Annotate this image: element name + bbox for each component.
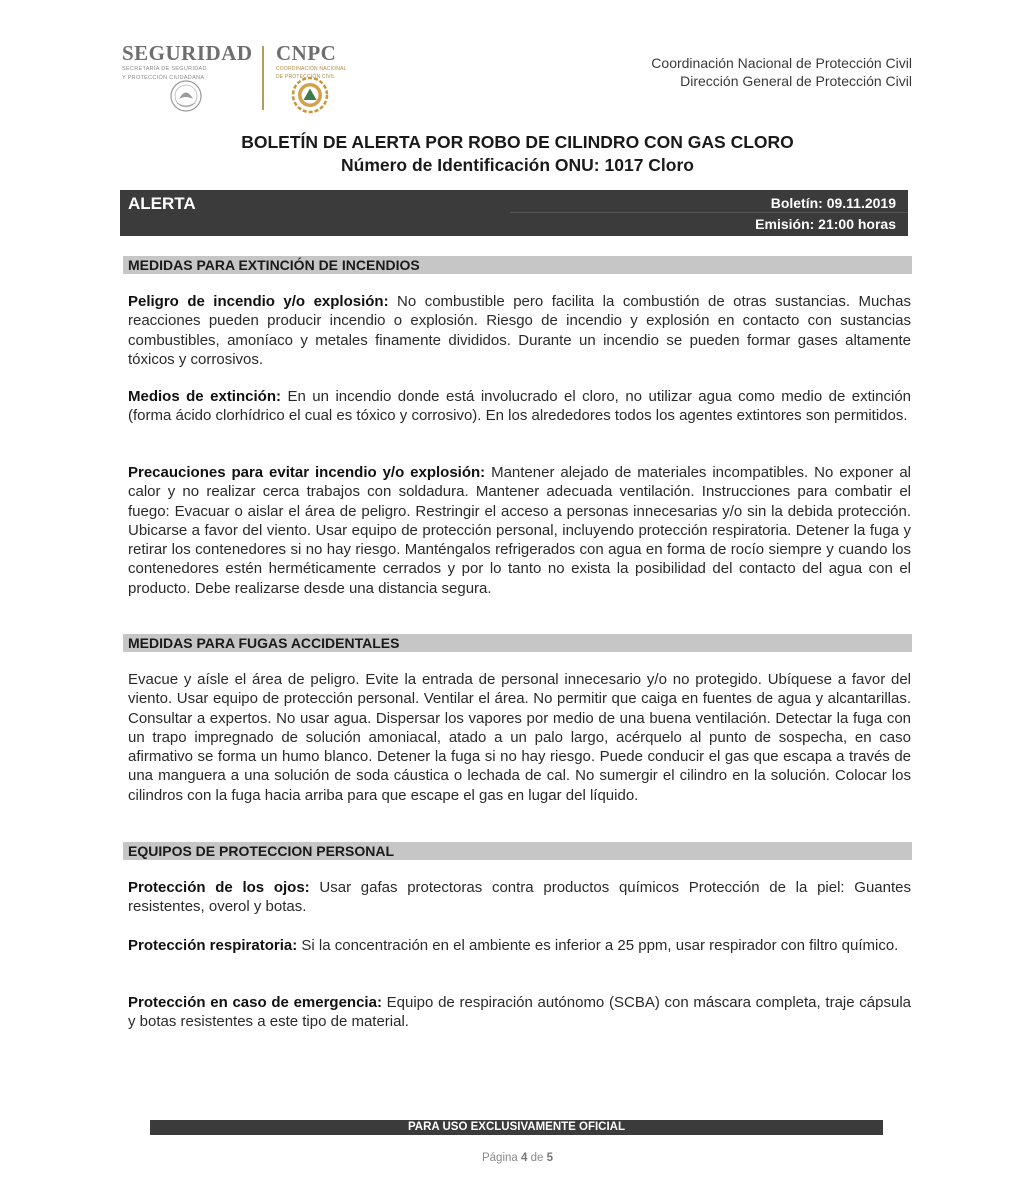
paragraph-text: Evacue y aísle el área de peligro. Evite la entrada de personal innecesario y/o no protegido. Ubíquese a favor del viento. Usar equipo de protección personal. Ventilar el área. No permitir que caiga en fuentes de agua y alcantarillas. Consultar a expertos. No usar agua. Dispersar los vapores por medio de una buena ventilación. Detectar la fuga con un trapo impregnado de solución amoniacal, atado a un palo largo, acérquelo al punto de sospecha, en caso afirmativo se forma un humo blanco. Detener la fuga si no hay riesgo. Puede conducir el gas que escapa a través de una manguera a una solución de soda cáustica o lechada de cal. No sumergir el cilindro en la solución. Colocar los cilindros con la fuga hacia arriba para que escape el gas en lugar del líquido. — [128, 671, 911, 804]
paragraph-text: En un incendio donde está involucrado el cloro, no utilizar agua como medio de extinción (forma ácido clorhídrico el cual es tóxico y corrosivo). En los alrededores todos los agentes extintores son permitidos. — [128, 388, 912, 425]
paragraph-eye-protection — [128, 878, 911, 917]
paragraph-leaks — [128, 670, 911, 805]
paragraph-label: Medios de extinción: — [128, 388, 281, 405]
page-total: 5 — [546, 1152, 553, 1164]
national-seal-icon — [166, 78, 206, 114]
paragraph-text: Si la concentración en el ambiente es inferior a 25 ppm, usar respirador con filtro químico. — [297, 937, 899, 954]
cnpc-wordmark: CNPC — [276, 41, 337, 65]
org-line-1: Coordinación Nacional de Protección Civil — [651, 55, 912, 71]
alert-label: ALERTA — [128, 194, 196, 213]
paragraph-text: No combustible pero facilita la combustión de otras sustancias. Muchas reacciones pueden producir incendio o explosión. Riesgo de incendio y explosión en contacto con sustancias combustibles, amoníaco y metales finamente divididos. Durante un incendio se pueden formar gases altamente tóxicos y corrosivos. — [128, 293, 911, 368]
section-heading-leaks: MEDIDAS PARA FUGAS ACCIDENTALES — [123, 634, 912, 652]
cnpc-logo — [276, 42, 362, 80]
seguridad-subtitle-1: SECRETARÍA DE SEGURIDAD — [122, 66, 207, 72]
title-line-1: BOLETÍN DE ALERTA POR ROBO DE CILINDRO CON GAS CLORO — [241, 132, 794, 152]
seguridad-logo — [122, 42, 258, 82]
paragraph-text: Equipo de respiración autónomo (SCBA) con máscara completa, traje cápsula y botas resistentes a este tipo de material. — [128, 994, 912, 1031]
section-heading-fire: MEDIDAS PARA EXTINCIÓN DE INCENDIOS — [123, 256, 912, 274]
title-line-2: Número de Identificación ONU: 1017 Cloro — [341, 155, 694, 175]
emission-time: Emisión: 21:00 horas — [755, 216, 896, 232]
alert-bar — [120, 190, 908, 236]
cnpc-subtitle-1: COORDINACIÓN NACIONAL — [276, 66, 347, 72]
logo-divider — [262, 46, 264, 110]
paragraph-text: Mantener alejado de materiales incompatibles. No exponer al calor y no realizar cerca trabajos con soldadura. Mantener adecuada ventilación. Instrucciones para combatir el fuego: Evacuar o aislar el área de peligro. Restringir el acceso a personas innecesarias y/o sin la debida protección. Ubicarse a favor del viento. Usar equipo de protección personal, incluyendo protección respiratoria. Detener la fuga y retirar los contenedores si no hay riesgo. Manténgalos refrigerados con agua en forma de rocío siempre y cuando los contenedores estén herméticamente cerrados y por lo tanto no exista la posibilidad del contacto del agua con el producto. Debe realizarse desde una distancia segura. — [128, 464, 912, 597]
alert-meta — [755, 193, 896, 235]
paragraph-respiratory-protection — [128, 936, 911, 955]
paragraph-text: Usar gafas protectoras contra productos químicos Protección de la piel: Guantes resistentes, overol y botas. — [128, 879, 912, 916]
bulletin-date: Boletín: 09.11.2019 — [770, 195, 896, 211]
paragraph-fire-hazard — [128, 292, 911, 369]
organization-info — [651, 54, 912, 90]
seguridad-wordmark: SEGURIDAD — [122, 41, 253, 65]
paragraph-emergency-protection — [128, 993, 911, 1032]
official-use-banner: PARA USO EXCLUSIVAMENTE OFICIAL — [150, 1120, 883, 1135]
paragraph-label: Protección de los ojos: — [128, 879, 310, 896]
section-heading-ppe: EQUIPOS DE PROTECCION PERSONAL — [123, 842, 912, 860]
paragraph-fire-precautions — [128, 463, 911, 598]
civil-protection-emblem-icon — [290, 76, 330, 114]
paragraph-label: Peligro de incendio y/o explosión: — [128, 293, 389, 310]
page-number — [0, 1152, 1035, 1164]
paragraph-extinguishing-media — [128, 387, 911, 426]
paragraph-label: Protección respiratoria: — [128, 937, 298, 954]
page-current: 4 — [521, 1152, 528, 1164]
paragraph-label: Protección en caso de emergencia: — [128, 994, 382, 1011]
paragraph-label: Precauciones para evitar incendio y/o explosión: — [128, 464, 486, 481]
cnpc-subtitle-2: DE PROTECCIÓN CIVIL — [276, 74, 336, 80]
seguridad-subtitle-2: Y PROTECCIÓN CIUDADANA — [122, 75, 205, 81]
document-title — [0, 131, 1035, 177]
page-mid: de — [527, 1152, 547, 1164]
org-line-2: Dirección General de Protección Civil — [680, 73, 912, 89]
page-prefix: Página — [481, 1152, 521, 1164]
